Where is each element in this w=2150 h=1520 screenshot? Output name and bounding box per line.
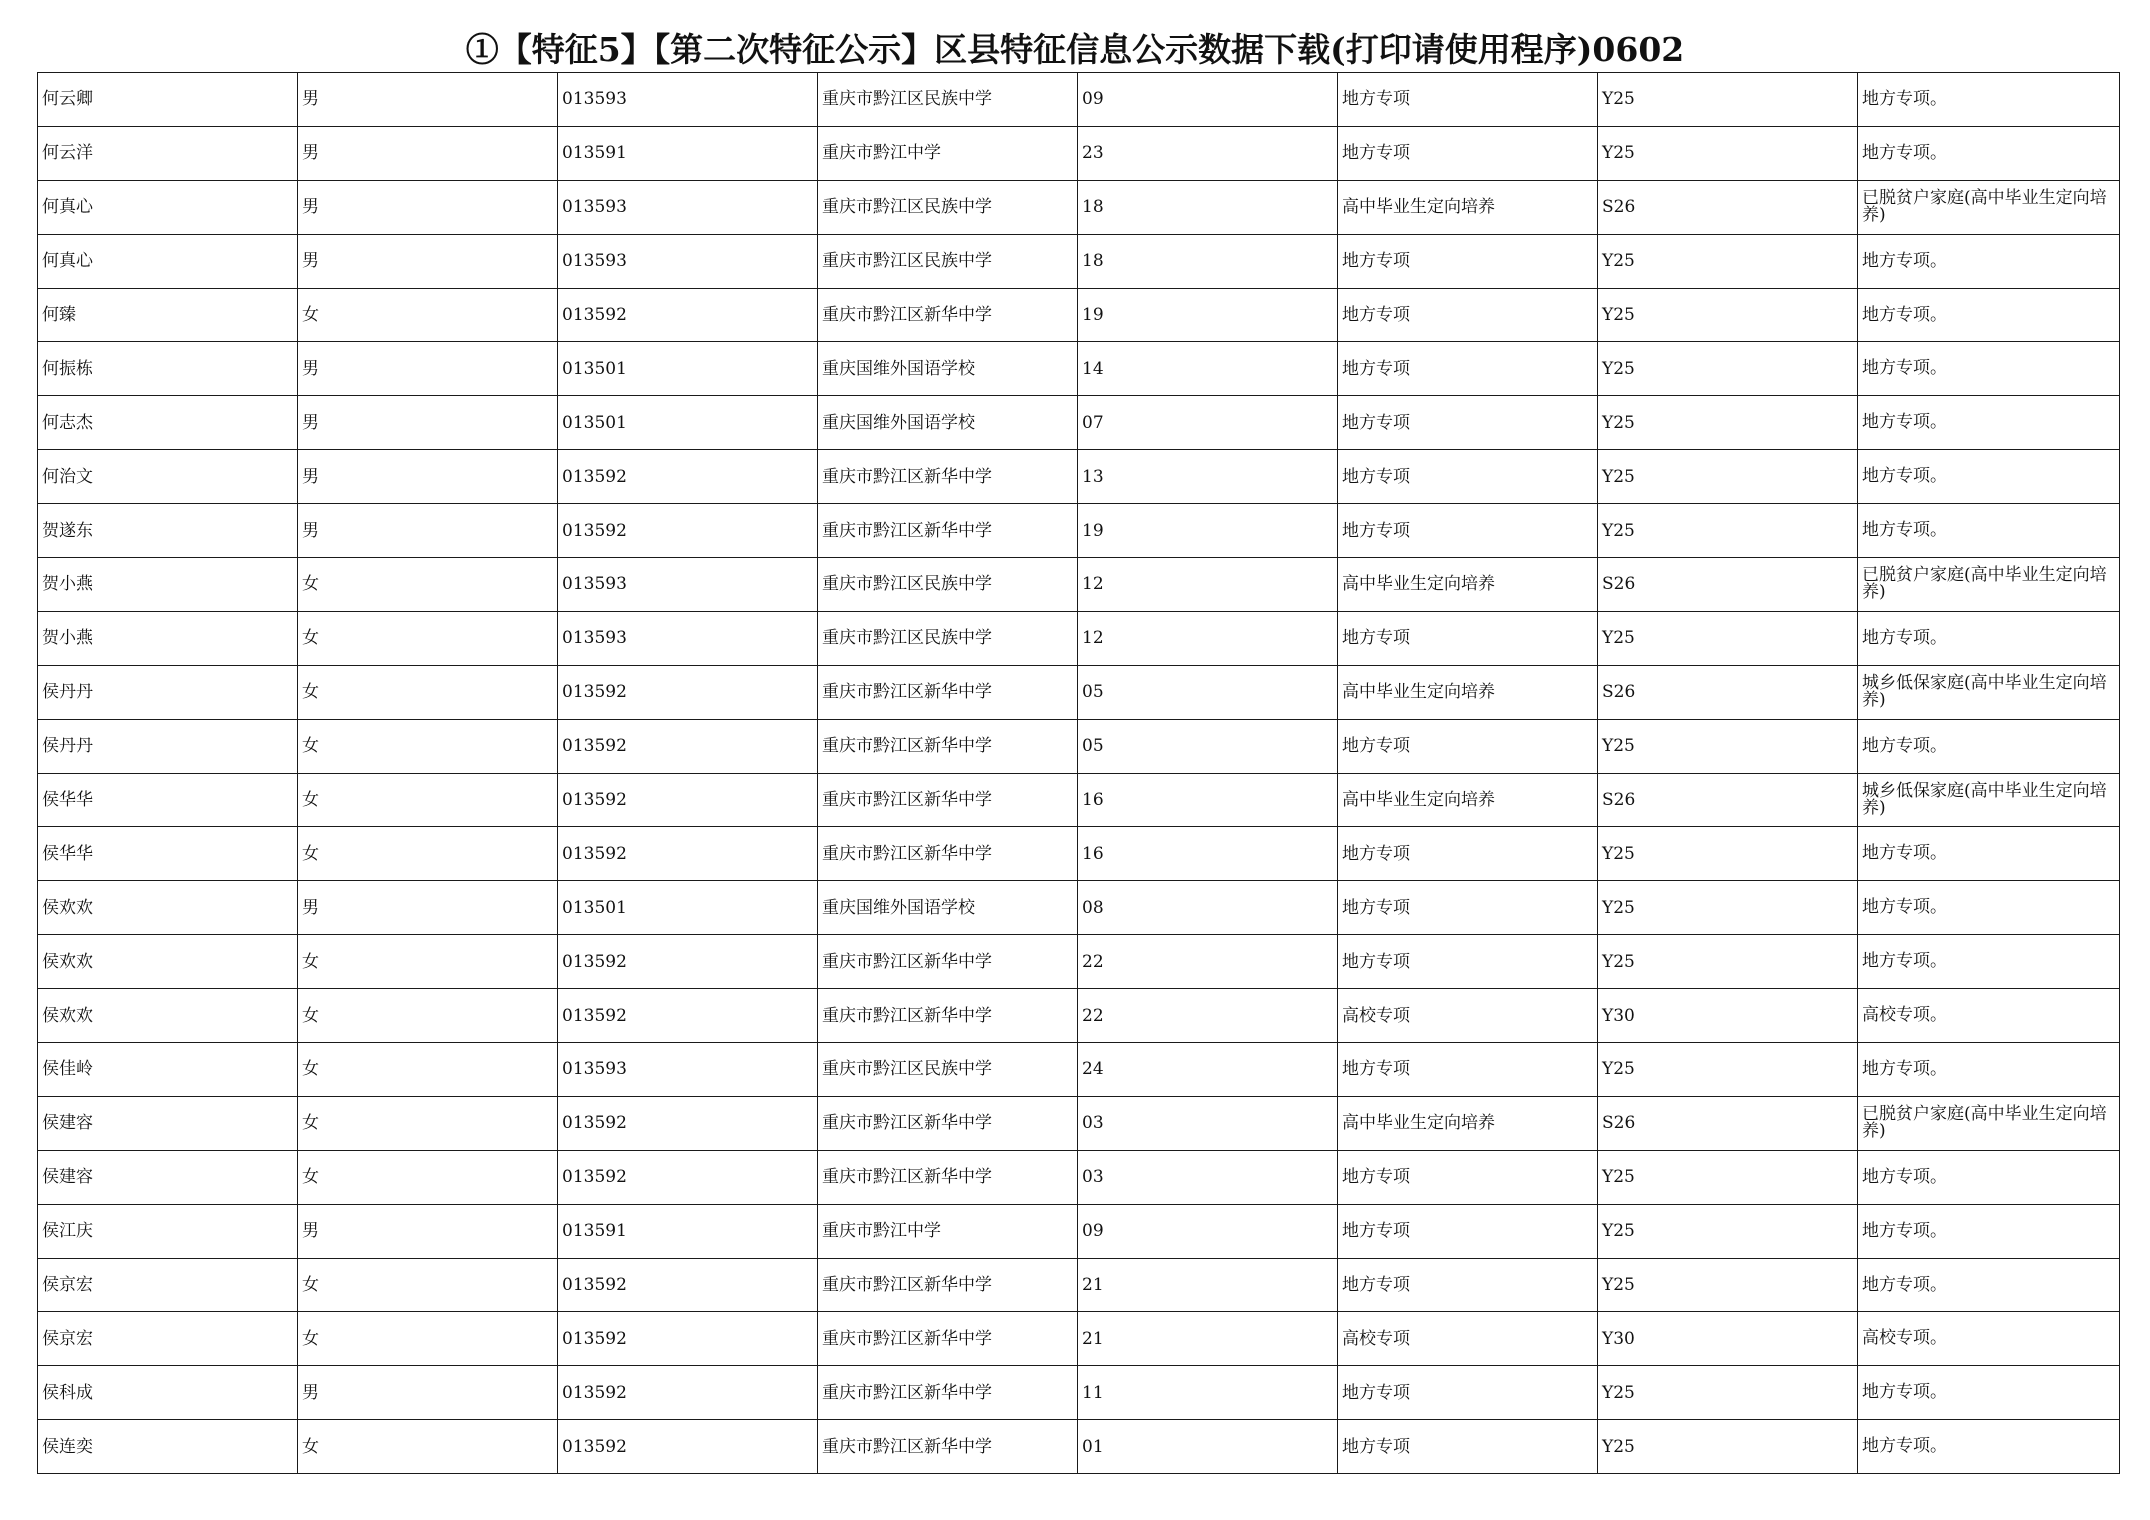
class-cell: 21 [1078,1312,1338,1366]
type-code-cell: S26 [1598,665,1858,719]
type-code-cell: Y30 [1598,1312,1858,1366]
table-row [38,1312,2120,1366]
type-code-cell: Y25 [1598,126,1858,180]
table-row [38,773,2120,827]
name-cell: 何云卿 [38,73,298,127]
name-cell: 侯佳岭 [38,1043,298,1097]
name-cell: 何真心 [38,234,298,288]
category-cell: 地方专项 [1338,881,1598,935]
school-code-cell: 013592 [558,665,818,719]
category-cell: 地方专项 [1338,396,1598,450]
remark-cell: 地方专项。 [1858,396,2120,450]
table-row [38,881,2120,935]
gender-cell: 女 [298,1043,558,1097]
school-code-cell: 013592 [558,827,818,881]
class-cell: 05 [1078,719,1338,773]
table-row [38,288,2120,342]
type-code-cell: Y25 [1598,234,1858,288]
remark-cell: 地方专项。 [1858,126,2120,180]
table-row [38,558,2120,612]
school-name-cell: 重庆市黔江区新华中学 [818,450,1078,504]
remark-cell: 地方专项。 [1858,342,2120,396]
school-code-cell: 013592 [558,1366,818,1420]
school-code-cell: 013592 [558,719,818,773]
table-row [38,234,2120,288]
school-code-cell: 013592 [558,1150,818,1204]
school-code-cell: 013592 [558,288,818,342]
remark-cell: 地方专项。 [1858,719,2120,773]
name-cell: 何志杰 [38,396,298,450]
category-cell: 地方专项 [1338,1204,1598,1258]
gender-cell: 女 [298,288,558,342]
name-cell: 侯京宏 [38,1258,298,1312]
name-cell: 何振栋 [38,342,298,396]
school-code-cell: 013591 [558,1204,818,1258]
school-code-cell: 013593 [558,180,818,234]
remark-cell: 高校专项。 [1858,1312,2120,1366]
class-cell: 18 [1078,234,1338,288]
gender-cell: 女 [298,1096,558,1150]
school-code-cell: 013592 [558,504,818,558]
category-cell: 地方专项 [1338,611,1598,665]
type-code-cell: Y25 [1598,1366,1858,1420]
type-code-cell: Y25 [1598,1420,1858,1474]
school-name-cell: 重庆市黔江区民族中学 [818,611,1078,665]
school-code-cell: 013501 [558,342,818,396]
table-row [38,126,2120,180]
school-name-cell: 重庆市黔江区新华中学 [818,719,1078,773]
remark-cell: 高校专项。 [1858,989,2120,1043]
school-name-cell: 重庆市黔江区新华中学 [818,1366,1078,1420]
table-row [38,1150,2120,1204]
table-row [38,396,2120,450]
category-cell: 地方专项 [1338,1366,1598,1420]
gender-cell: 女 [298,665,558,719]
gender-cell: 女 [298,719,558,773]
name-cell: 侯建容 [38,1150,298,1204]
gender-cell: 女 [298,558,558,612]
table-row [38,1204,2120,1258]
type-code-cell: Y25 [1598,1150,1858,1204]
data-table [37,72,2120,1474]
class-cell: 08 [1078,881,1338,935]
category-cell: 地方专项 [1338,827,1598,881]
category-cell: 地方专项 [1338,126,1598,180]
table-row [38,342,2120,396]
gender-cell: 女 [298,1420,558,1474]
table-row [38,1043,2120,1097]
remark-cell: 地方专项。 [1858,827,2120,881]
school-code-cell: 013593 [558,1043,818,1097]
class-cell: 05 [1078,665,1338,719]
remark-cell: 已脱贫户家庭(高中毕业生定向培养) [1858,558,2120,612]
table-row [38,665,2120,719]
school-code-cell: 013591 [558,126,818,180]
school-name-cell: 重庆国维外国语学校 [818,396,1078,450]
name-cell: 侯连奕 [38,1420,298,1474]
table-row [38,73,2120,127]
name-cell: 侯华华 [38,773,298,827]
category-cell: 地方专项 [1338,1420,1598,1474]
table-row [38,719,2120,773]
table-row [38,504,2120,558]
class-cell: 19 [1078,504,1338,558]
school-name-cell: 重庆国维外国语学校 [818,342,1078,396]
class-cell: 11 [1078,1366,1338,1420]
table-row [38,1258,2120,1312]
remark-cell: 地方专项。 [1858,1258,2120,1312]
name-cell: 侯科成 [38,1366,298,1420]
type-code-cell: S26 [1598,558,1858,612]
school-name-cell: 重庆市黔江区民族中学 [818,73,1078,127]
gender-cell: 女 [298,1312,558,1366]
type-code-cell: S26 [1598,180,1858,234]
class-cell: 13 [1078,450,1338,504]
school-code-cell: 013593 [558,234,818,288]
school-code-cell: 013501 [558,396,818,450]
school-name-cell: 重庆市黔江区新华中学 [818,773,1078,827]
table-row [38,989,2120,1043]
remark-cell: 地方专项。 [1858,288,2120,342]
name-cell: 何真心 [38,180,298,234]
type-code-cell: Y25 [1598,342,1858,396]
name-cell: 贺小燕 [38,558,298,612]
remark-cell: 城乡低保家庭(高中毕业生定向培养) [1858,665,2120,719]
school-code-cell: 013592 [558,773,818,827]
gender-cell: 男 [298,1204,558,1258]
name-cell: 侯建容 [38,1096,298,1150]
type-code-cell: Y25 [1598,719,1858,773]
category-cell: 高中毕业生定向培养 [1338,180,1598,234]
name-cell: 侯江庆 [38,1204,298,1258]
name-cell: 何云洋 [38,126,298,180]
document-title: ①【特征5】【第二次特征公示】区县特征信息公示数据下载(打印请使用程序)0602 [465,30,1685,69]
school-name-cell: 重庆市黔江区新华中学 [818,1150,1078,1204]
name-cell: 贺小燕 [38,611,298,665]
gender-cell: 女 [298,1150,558,1204]
school-name-cell: 重庆市黔江区新华中学 [818,989,1078,1043]
gender-cell: 男 [298,396,558,450]
gender-cell: 男 [298,1366,558,1420]
gender-cell: 男 [298,504,558,558]
school-code-cell: 013593 [558,558,818,612]
name-cell: 侯京宏 [38,1312,298,1366]
school-code-cell: 013593 [558,611,818,665]
class-cell: 19 [1078,288,1338,342]
school-name-cell: 重庆市黔江区民族中学 [818,558,1078,612]
school-name-cell: 重庆市黔江区新华中学 [818,935,1078,989]
category-cell: 地方专项 [1338,342,1598,396]
class-cell: 12 [1078,611,1338,665]
type-code-cell: Y25 [1598,396,1858,450]
category-cell: 地方专项 [1338,1043,1598,1097]
type-code-cell: Y25 [1598,288,1858,342]
remark-cell: 地方专项。 [1858,1043,2120,1097]
gender-cell: 男 [298,342,558,396]
class-cell: 09 [1078,73,1338,127]
name-cell: 侯丹丹 [38,665,298,719]
class-cell: 24 [1078,1043,1338,1097]
class-cell: 12 [1078,558,1338,612]
category-cell: 高中毕业生定向培养 [1338,558,1598,612]
class-cell: 21 [1078,1258,1338,1312]
remark-cell: 城乡低保家庭(高中毕业生定向培养) [1858,773,2120,827]
name-cell: 侯欢欢 [38,935,298,989]
category-cell: 高校专项 [1338,1312,1598,1366]
class-cell: 03 [1078,1150,1338,1204]
remark-cell: 已脱贫户家庭(高中毕业生定向培养) [1858,180,2120,234]
category-cell: 地方专项 [1338,935,1598,989]
school-name-cell: 重庆市黔江区民族中学 [818,180,1078,234]
remark-cell: 已脱贫户家庭(高中毕业生定向培养) [1858,1096,2120,1150]
gender-cell: 男 [298,234,558,288]
class-cell: 22 [1078,989,1338,1043]
gender-cell: 女 [298,827,558,881]
type-code-cell: Y25 [1598,1204,1858,1258]
gender-cell: 男 [298,180,558,234]
name-cell: 侯华华 [38,827,298,881]
gender-cell: 男 [298,881,558,935]
type-code-cell: S26 [1598,1096,1858,1150]
table-row [38,827,2120,881]
remark-cell: 地方专项。 [1858,73,2120,127]
remark-cell: 地方专项。 [1858,1366,2120,1420]
name-cell: 侯欢欢 [38,989,298,1043]
class-cell: 14 [1078,342,1338,396]
remark-cell: 地方专项。 [1858,1204,2120,1258]
class-cell: 16 [1078,773,1338,827]
type-code-cell: S26 [1598,773,1858,827]
gender-cell: 男 [298,73,558,127]
class-cell: 07 [1078,396,1338,450]
table-row [38,1096,2120,1150]
remark-cell: 地方专项。 [1858,234,2120,288]
category-cell: 高中毕业生定向培养 [1338,665,1598,719]
class-cell: 22 [1078,935,1338,989]
school-name-cell: 重庆市黔江区新华中学 [818,1258,1078,1312]
table-row [38,1366,2120,1420]
type-code-cell: Y25 [1598,935,1858,989]
remark-cell: 地方专项。 [1858,1420,2120,1474]
school-code-cell: 013501 [558,881,818,935]
school-code-cell: 013593 [558,73,818,127]
remark-cell: 地方专项。 [1858,450,2120,504]
remark-cell: 地方专项。 [1858,881,2120,935]
school-name-cell: 重庆市黔江中学 [818,1204,1078,1258]
school-name-cell: 重庆市黔江区新华中学 [818,665,1078,719]
table-row [38,180,2120,234]
category-cell: 地方专项 [1338,450,1598,504]
type-code-cell: Y30 [1598,989,1858,1043]
type-code-cell: Y25 [1598,450,1858,504]
gender-cell: 女 [298,773,558,827]
school-name-cell: 重庆市黔江区新华中学 [818,288,1078,342]
category-cell: 地方专项 [1338,1258,1598,1312]
school-name-cell: 重庆市黔江区新华中学 [818,504,1078,558]
type-code-cell: Y25 [1598,73,1858,127]
category-cell: 地方专项 [1338,73,1598,127]
remark-cell: 地方专项。 [1858,504,2120,558]
school-name-cell: 重庆市黔江区新华中学 [818,1312,1078,1366]
category-cell: 高中毕业生定向培养 [1338,773,1598,827]
class-cell: 03 [1078,1096,1338,1150]
school-code-cell: 013592 [558,1258,818,1312]
school-code-cell: 013592 [558,935,818,989]
name-cell: 侯欢欢 [38,881,298,935]
gender-cell: 女 [298,611,558,665]
category-cell: 地方专项 [1338,1150,1598,1204]
name-cell: 何臻 [38,288,298,342]
type-code-cell: Y25 [1598,881,1858,935]
gender-cell: 女 [298,1258,558,1312]
remark-cell: 地方专项。 [1858,611,2120,665]
school-name-cell: 重庆市黔江区民族中学 [818,1043,1078,1097]
school-code-cell: 013592 [558,989,818,1043]
class-cell: 16 [1078,827,1338,881]
table-row [38,1420,2120,1474]
school-name-cell: 重庆国维外国语学校 [818,881,1078,935]
remark-cell: 地方专项。 [1858,935,2120,989]
class-cell: 01 [1078,1420,1338,1474]
type-code-cell: Y25 [1598,1043,1858,1097]
type-code-cell: Y25 [1598,1258,1858,1312]
school-name-cell: 重庆市黔江区新华中学 [818,827,1078,881]
gender-cell: 女 [298,989,558,1043]
name-cell: 侯丹丹 [38,719,298,773]
type-code-cell: Y25 [1598,611,1858,665]
school-code-cell: 013592 [558,1096,818,1150]
school-code-cell: 013592 [558,1312,818,1366]
school-code-cell: 013592 [558,1420,818,1474]
name-cell: 贺遂东 [38,504,298,558]
category-cell: 高校专项 [1338,989,1598,1043]
type-code-cell: Y25 [1598,504,1858,558]
table-row [38,935,2120,989]
table-row [38,450,2120,504]
remark-cell: 地方专项。 [1858,1150,2120,1204]
name-cell: 何治文 [38,450,298,504]
category-cell: 地方专项 [1338,288,1598,342]
category-cell: 地方专项 [1338,719,1598,773]
school-name-cell: 重庆市黔江区新华中学 [818,1096,1078,1150]
class-cell: 09 [1078,1204,1338,1258]
category-cell: 地方专项 [1338,234,1598,288]
table-row [38,611,2120,665]
category-cell: 地方专项 [1338,504,1598,558]
gender-cell: 男 [298,126,558,180]
type-code-cell: Y25 [1598,827,1858,881]
school-name-cell: 重庆市黔江区民族中学 [818,234,1078,288]
category-cell: 高中毕业生定向培养 [1338,1096,1598,1150]
gender-cell: 女 [298,935,558,989]
gender-cell: 男 [298,450,558,504]
class-cell: 23 [1078,126,1338,180]
class-cell: 18 [1078,180,1338,234]
school-name-cell: 重庆市黔江区新华中学 [818,1420,1078,1474]
school-code-cell: 013592 [558,450,818,504]
school-name-cell: 重庆市黔江中学 [818,126,1078,180]
table-body [38,73,2120,1474]
